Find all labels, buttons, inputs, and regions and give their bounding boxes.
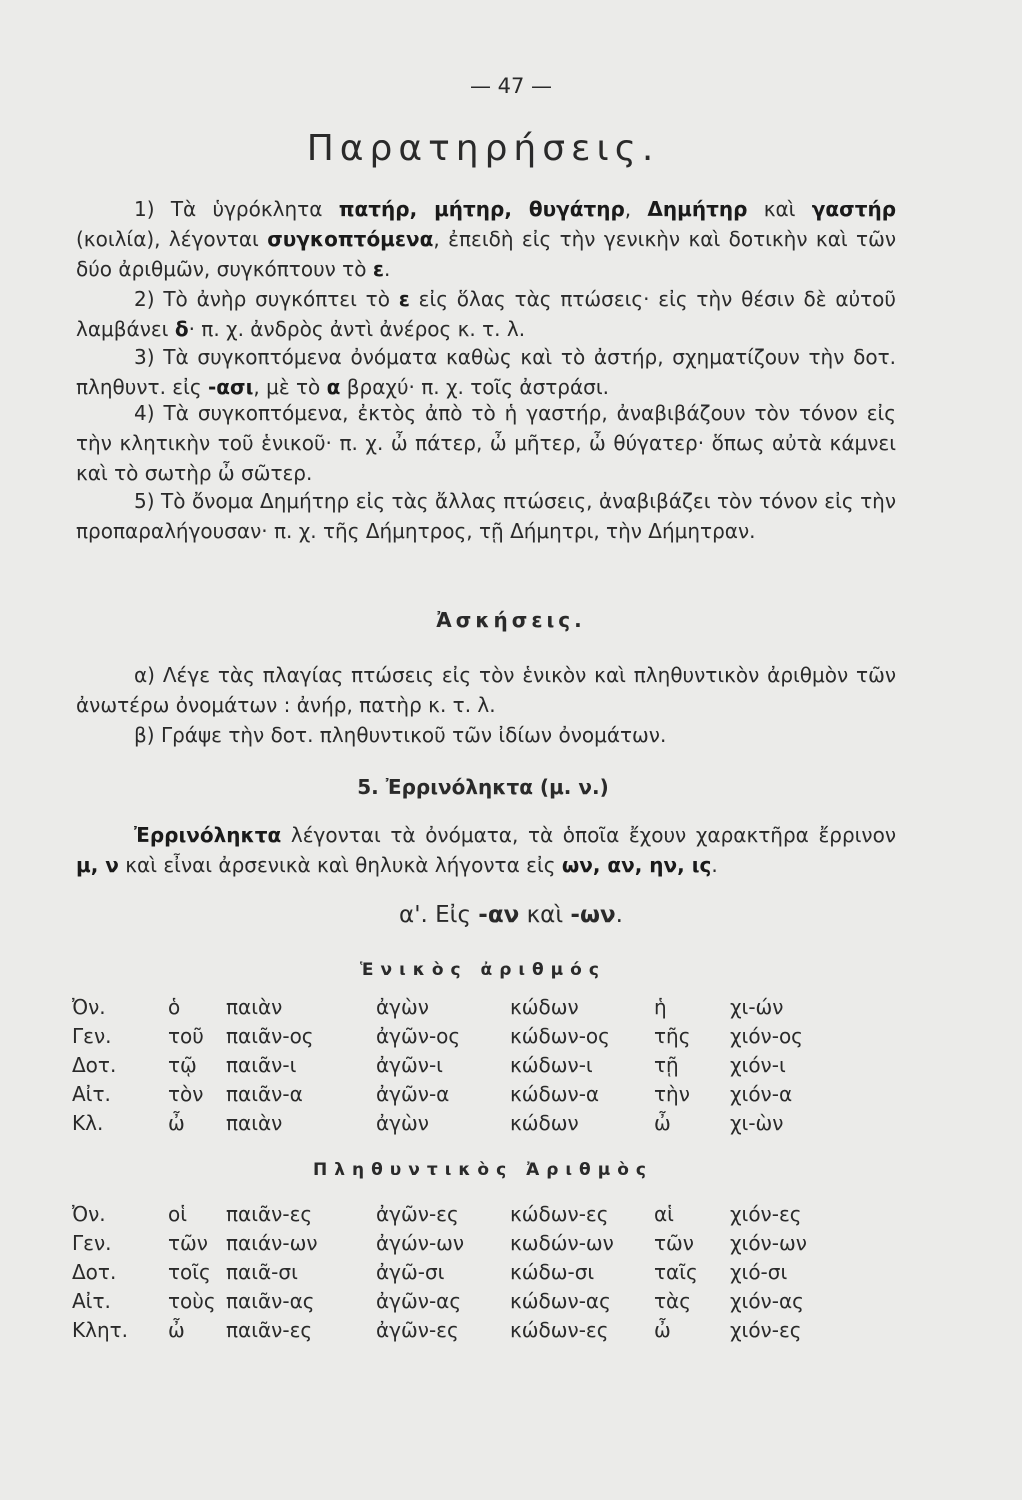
table-cell: τῶν <box>654 1230 694 1255</box>
table-cell: χι-ὼν <box>730 1110 784 1135</box>
section-heading: 5. Ἐρρινόληκτα (μ. ν.) <box>357 775 609 799</box>
table-cell: τῇ <box>654 1052 679 1077</box>
table-cell: τὰς <box>654 1288 691 1313</box>
bold-term: μ, ν <box>76 853 119 877</box>
table-row <box>72 1228 842 1257</box>
text-run: καὶ <box>519 902 571 928</box>
table-cell: ἀγὼν <box>376 994 429 1019</box>
table-cell: χιόν-α <box>730 1081 793 1106</box>
table-cell: κώδων-ι <box>510 1052 593 1077</box>
table-cell: τὸν <box>168 1081 204 1106</box>
table-cell: ἀγὼν <box>376 1110 429 1135</box>
table-cell: παιᾶν-ι <box>226 1052 297 1077</box>
table-cell: παιᾶν-α <box>226 1081 303 1106</box>
table-cell: χιόν-ες <box>730 1317 802 1342</box>
table-cell: τοῦ <box>168 1023 204 1048</box>
section-intro <box>76 820 896 880</box>
text-run: Τὰ συγκοπτόμενα ὀνόματα καθὼς καὶ τὸ ἀστήρ, σχηματίζουν τὴν δοτ. πληθυντ. εἰς <box>76 345 897 399</box>
case-label: Κλ. <box>72 1110 104 1135</box>
table-cell: τοῖς <box>168 1259 211 1284</box>
exercise-b <box>76 720 896 750</box>
table-cell: ἀγῶν-ες <box>376 1317 459 1342</box>
exercises-heading: Ἀσκήσεις. <box>436 608 586 632</box>
bold-term: ων, αν, ην, ις <box>561 853 712 877</box>
table-cell: ὦ <box>168 1317 185 1342</box>
table-cell: κώδων-ες <box>510 1201 609 1226</box>
text-run: , <box>624 197 648 221</box>
table-cell: παιὰν <box>226 1110 283 1135</box>
case-label: Γεν. <box>72 1230 112 1255</box>
table-cell: χιόν-ας <box>730 1288 804 1313</box>
page-number: — 47 — <box>469 74 553 98</box>
table-cell: παιάν-ων <box>226 1230 318 1255</box>
exercise-label: β) <box>134 723 155 747</box>
exercise-label: α) <box>134 663 155 687</box>
table-cell: χιόν-ι <box>730 1052 786 1077</box>
text-run: , ἐπειδὴ εἰς τὴν γενικὴν καὶ δοτικὴν καὶ τῶν δύο ἀριθμῶν, συγκόπτουν τὸ <box>76 227 896 281</box>
table-cell: τῶν <box>168 1230 208 1255</box>
table-cell: χιόν-ων <box>730 1230 807 1255</box>
observation-1 <box>76 194 896 284</box>
table-cell: ἀγῶ-σι <box>376 1259 445 1284</box>
case-label: Ὀν. <box>72 1201 106 1226</box>
table-row <box>72 1108 842 1137</box>
table-cell: ὁ <box>168 994 181 1019</box>
bold-term: -ων <box>570 902 616 928</box>
bold-term: -ασι <box>207 375 254 399</box>
case-label: Κλητ. <box>72 1317 129 1342</box>
observation-number: 5) <box>134 489 155 513</box>
observation-number: 2) <box>134 287 155 311</box>
table-cell: ἀγῶν-ες <box>376 1201 459 1226</box>
bold-term: ε <box>398 287 410 311</box>
exercise-text: Γράψε τὴν δοτ. πληθυντικοῦ τῶν ἰδίων ὀνομάτων. <box>160 723 667 747</box>
text-run: Τὸ ἀνὴρ συγκόπτει τὸ <box>163 287 399 311</box>
text-run: · π. χ. ἀνδρὸς ἀντὶ ἀνέρος κ. τ. λ. <box>188 317 526 341</box>
table-cell: ἡ <box>654 994 667 1019</box>
subsection-heading <box>0 902 1022 928</box>
bold-term: γαστήρ <box>811 197 897 221</box>
table-row <box>72 1257 842 1286</box>
text-run: Τὸ ὄνομα Δημήτηρ εἰς τὰς ἄλλας πτώσεις, ἀναβιβάζει τὸν τόνον εἰς τὴν προπαραλήγουσαν· π. χ. τῆς Δήμητρος, τῇ Δήμητρι, τὴν Δήμητραν. <box>76 489 896 543</box>
table-cell: παιᾶν-ος <box>226 1023 314 1048</box>
table-cell: κώδων <box>510 1110 579 1135</box>
table-cell: ὦ <box>654 1110 671 1135</box>
observation-2 <box>76 284 896 344</box>
case-label: Δοτ. <box>72 1259 117 1284</box>
table-cell: ἀγῶν-ος <box>376 1023 461 1048</box>
table-cell: κώδων-α <box>510 1081 600 1106</box>
exercise-text: Λέγε τὰς πλαγίας πτώσεις εἰς τὸν ἑνικὸν καὶ πληθυντικὸν ἀριθμὸν τῶν ἀνωτέρω ὀνομάτων : ἀνήρ, πατὴρ κ. τ. λ. <box>76 663 897 717</box>
text-run: . <box>383 257 391 281</box>
table-cell: χιόν-ος <box>730 1023 803 1048</box>
table-cell: χι-ών <box>730 994 784 1019</box>
table-cell: τῷ <box>168 1052 197 1077</box>
text-run: Τὰ ὑγρόκλητα <box>170 197 339 221</box>
text-run: Τὰ συγκοπτόμενα, ἐκτὸς ἀπὸ τὸ ἡ γαστήρ, ἀναβιβάζουν τὸν τόνον εἰς τὴν κλητικὴν τοῦ ἑνικοῦ· π. χ. ὦ πάτερ, ὦ μῆτερ, ὦ θύγατερ· ὅπως αὐτὰ κάμνει καὶ τὸ σωτὴρ ὦ σῶτερ. <box>76 401 897 485</box>
case-label: Αἰτ. <box>72 1081 111 1106</box>
bold-term: δ <box>174 317 189 341</box>
table-cell: ὦ <box>168 1110 185 1135</box>
table-row <box>72 1286 842 1315</box>
table-cell: οἱ <box>168 1201 188 1226</box>
observation-number: 1) <box>134 197 155 221</box>
bold-term: -αν <box>478 902 520 928</box>
bold-term: Δημήτηρ <box>647 197 748 221</box>
table-cell: παιᾶν-ες <box>226 1201 313 1226</box>
observation-3 <box>76 342 896 402</box>
bold-term: συγκοπτόμενα <box>267 227 434 251</box>
table-cell: ἀγών-ων <box>376 1230 465 1255</box>
singular-heading: Ἑνικὸς ἀριθμός <box>360 960 606 980</box>
text-run: , μὲ τὸ <box>253 375 327 399</box>
table-row <box>72 1021 842 1050</box>
text-run: α'. Εἰς <box>399 902 479 928</box>
bold-term: πατήρ, μήτηρ, θυγάτηρ <box>338 197 625 221</box>
plural-heading: Πληθυντικὸς Ἀριθμὸς <box>313 1160 653 1180</box>
table-cell: παιᾶν-ας <box>226 1288 315 1313</box>
observation-number: 4) <box>134 401 155 425</box>
table-row <box>72 1079 842 1108</box>
table-cell: τῆς <box>654 1023 691 1048</box>
case-label: Αἰτ. <box>72 1288 111 1313</box>
table-row <box>72 1199 842 1228</box>
text-run: βραχύ· π. χ. τοῖς ἀστράσι. <box>340 375 609 399</box>
table-row <box>72 1050 842 1079</box>
table-cell: ἀγῶν-ας <box>376 1288 462 1313</box>
table-cell: ἀγῶν-ι <box>376 1052 443 1077</box>
table-cell: κώδων-ος <box>510 1023 610 1048</box>
bold-term: Ἐρρινόληκτα <box>134 823 282 847</box>
case-label: Δοτ. <box>72 1052 117 1077</box>
singular-declension-table <box>72 992 842 1137</box>
text-run: καὶ <box>747 197 812 221</box>
table-cell: κώδων <box>510 994 579 1019</box>
text-run: λέγονται τὰ ὀνόματα, τὰ ὁποῖα ἔχουν χαρακτῆρα ἔρρινον <box>281 823 896 847</box>
table-cell: κώδω-σι <box>510 1259 595 1284</box>
table-cell: παιὰν <box>226 994 283 1019</box>
table-cell: τοὺς <box>168 1288 216 1313</box>
table-cell: παιᾶν-ες <box>226 1317 313 1342</box>
text-run: (κοιλία), λέγονται <box>76 227 268 251</box>
page-title: Παρατηρήσεις. <box>306 128 660 169</box>
observation-5 <box>76 486 896 546</box>
case-label: Γεν. <box>72 1023 112 1048</box>
plural-declension-table <box>72 1199 842 1344</box>
table-cell: ὦ <box>654 1317 671 1342</box>
table-cell: κωδών-ων <box>510 1230 614 1255</box>
text-run: . <box>615 902 623 928</box>
table-cell: παιᾶ-σι <box>226 1259 298 1284</box>
table-cell: τὴν <box>654 1081 690 1106</box>
observation-4 <box>76 398 896 488</box>
bold-term: ε <box>372 257 384 281</box>
table-cell: αἱ <box>654 1201 674 1226</box>
case-label: Ὀν. <box>72 994 106 1019</box>
table-cell: ταῖς <box>654 1259 698 1284</box>
table-cell: ἀγῶν-α <box>376 1081 450 1106</box>
table-row <box>72 992 842 1021</box>
text-run: εἰς ὅλας τὰς πτώσεις· εἰς τὴν θέσιν δὲ αὐτοῦ λαμβάνει <box>76 287 896 341</box>
table-cell: κώδων-ες <box>510 1317 609 1342</box>
table-cell: χιόν-ες <box>730 1201 802 1226</box>
exercise-a <box>76 660 896 720</box>
table-cell: χιό-σι <box>730 1259 788 1284</box>
table-row <box>72 1315 842 1344</box>
text-run: καὶ εἶναι ἀρσενικὰ καὶ θηλυκὰ λήγοντα εἰς <box>118 853 562 877</box>
text-run: . <box>711 853 718 877</box>
table-cell: κώδων-ας <box>510 1288 611 1313</box>
bold-term: α <box>326 375 341 399</box>
observation-number: 3) <box>134 345 155 369</box>
